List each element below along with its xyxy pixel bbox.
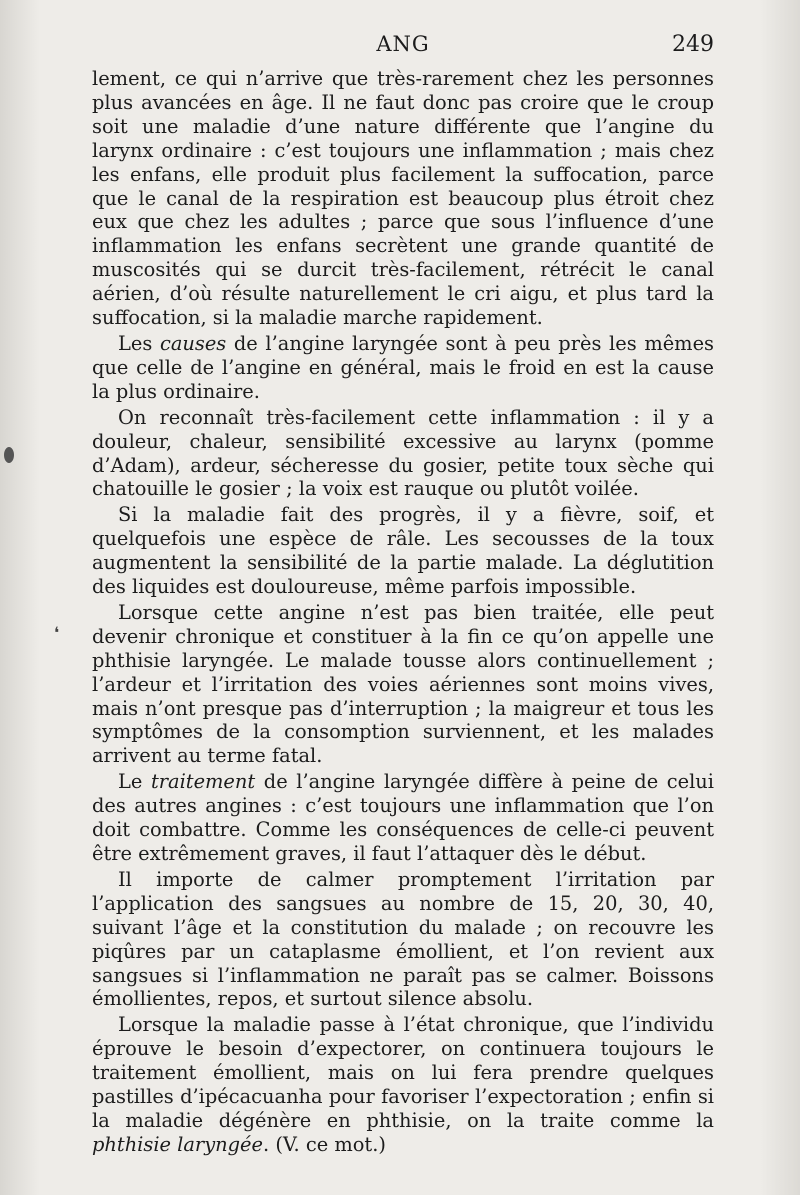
running-head: ANG: [376, 32, 430, 56]
paragraph: [92, 868, 714, 1011]
page-header: [92, 30, 714, 60]
paragraph: [92, 601, 714, 768]
paragraph: [92, 332, 714, 404]
text-run: Il importe de calmer promptement l’irritation par l’application des sangsues au nombre de 15, 20, 30, 40, suivant l’âge et la constitution du malade ; on recouvre les piqûres par un cataplasme émollient, et l’on revient aux sangsues si l’inflammation ne paraît pas se calmer. Boissons émollientes, repos, et surtout silence absolu.: [92, 867, 714, 1011]
text-run: de l’angine laryngée diffère à peine de celui des autres angines : c’est toujours une inflammation que l’on doit combattre. Comme les conséquences de celle-ci peuvent être extrêmement graves, il faut l’attaquer dès le début.: [92, 770, 714, 865]
paragraph: [92, 503, 714, 599]
text-run: Les: [118, 331, 160, 355]
text-run: Le: [118, 770, 151, 794]
italic-text: traitement: [150, 770, 256, 794]
body-text: [92, 67, 714, 1157]
text-run: lement, ce qui n’arrive que très-rarement chez les personnes plus avancées en âge. Il ne faut donc pas croire que le croup soit une maladie d’une nature différente que l’angine du larynx ordinaire : c’est toujours une inflammation ; mais chez les enfans, elle produit plus facilement la suffocation, parce que le canal de la respiration est beaucoup plus étroit chez eux que chez les adultes ; parce que sous l’influence d’une inflammation les enfans secrètent une grande quantité de muscosités qui se durcit très-facilement, rétrécit le canal aérien, d’où résulte naturellement le cri aigu, et plus tard la suffocation, si la maladie marche rapidement.: [92, 67, 714, 330]
paragraph: [92, 770, 714, 866]
page-number: 249: [672, 32, 714, 57]
margin-tick-mark: ❛: [54, 623, 60, 642]
ink-spot-mark: [4, 447, 14, 463]
text-run: Si la maladie fait des progrès, il y a fièvre, soif, et quelquefois une espèce de râle. Les secousses de la toux augmentent la sensibilité de la partie malade. La déglutition des liquides est douloureuse, même parfois impossible.: [92, 503, 714, 599]
paragraph: [92, 67, 714, 330]
italic-text: phthisie laryngée: [92, 1132, 264, 1156]
text-run: Lorsque la maladie passe à l’état chronique, que l’individu éprouve le besoin d’expectorer, on continuera toujours le traitement émollient, mais on lui fera prendre quelques pastilles d’ipécacuanha pour favoriser l’expectoration ; enfin si la maladie dégénère en phthisie, on la traite comme la: [92, 1013, 714, 1132]
text-run: Lorsque cette angine n’est pas bien traitée, elle peut devenir chronique et constituer à la fin ce qu’on appelle une phthisie laryngée. Le malade tousse alors continuellement ; l’ardeur et l’irritation des voies aériennes sont moins vives, mais n’ont presque pas d’interruption ; la maigreur et tous les symptômes de la consomption surviennent, et les malades arrivent au terme fatal.: [92, 600, 714, 768]
text-run: de l’angine laryngée sont à peu près les mêmes que celle de l’angine en général, mais le froid en est la cause la plus ordinaire.: [92, 331, 714, 403]
italic-text: causes: [159, 331, 227, 355]
paragraph: [92, 406, 714, 502]
text-run: . (V. ce mot.): [263, 1132, 386, 1156]
paragraph: [92, 1013, 714, 1156]
text-run: On reconnaît très-facilement cette inflammation : il y a douleur, chaleur, sensibilité excessive au larynx (pomme d’Adam), ardeur, sécheresse du gosier, petite toux sèche qui chatouille le gosier ; la voix est rauque ou plutôt voilée.: [92, 405, 714, 501]
